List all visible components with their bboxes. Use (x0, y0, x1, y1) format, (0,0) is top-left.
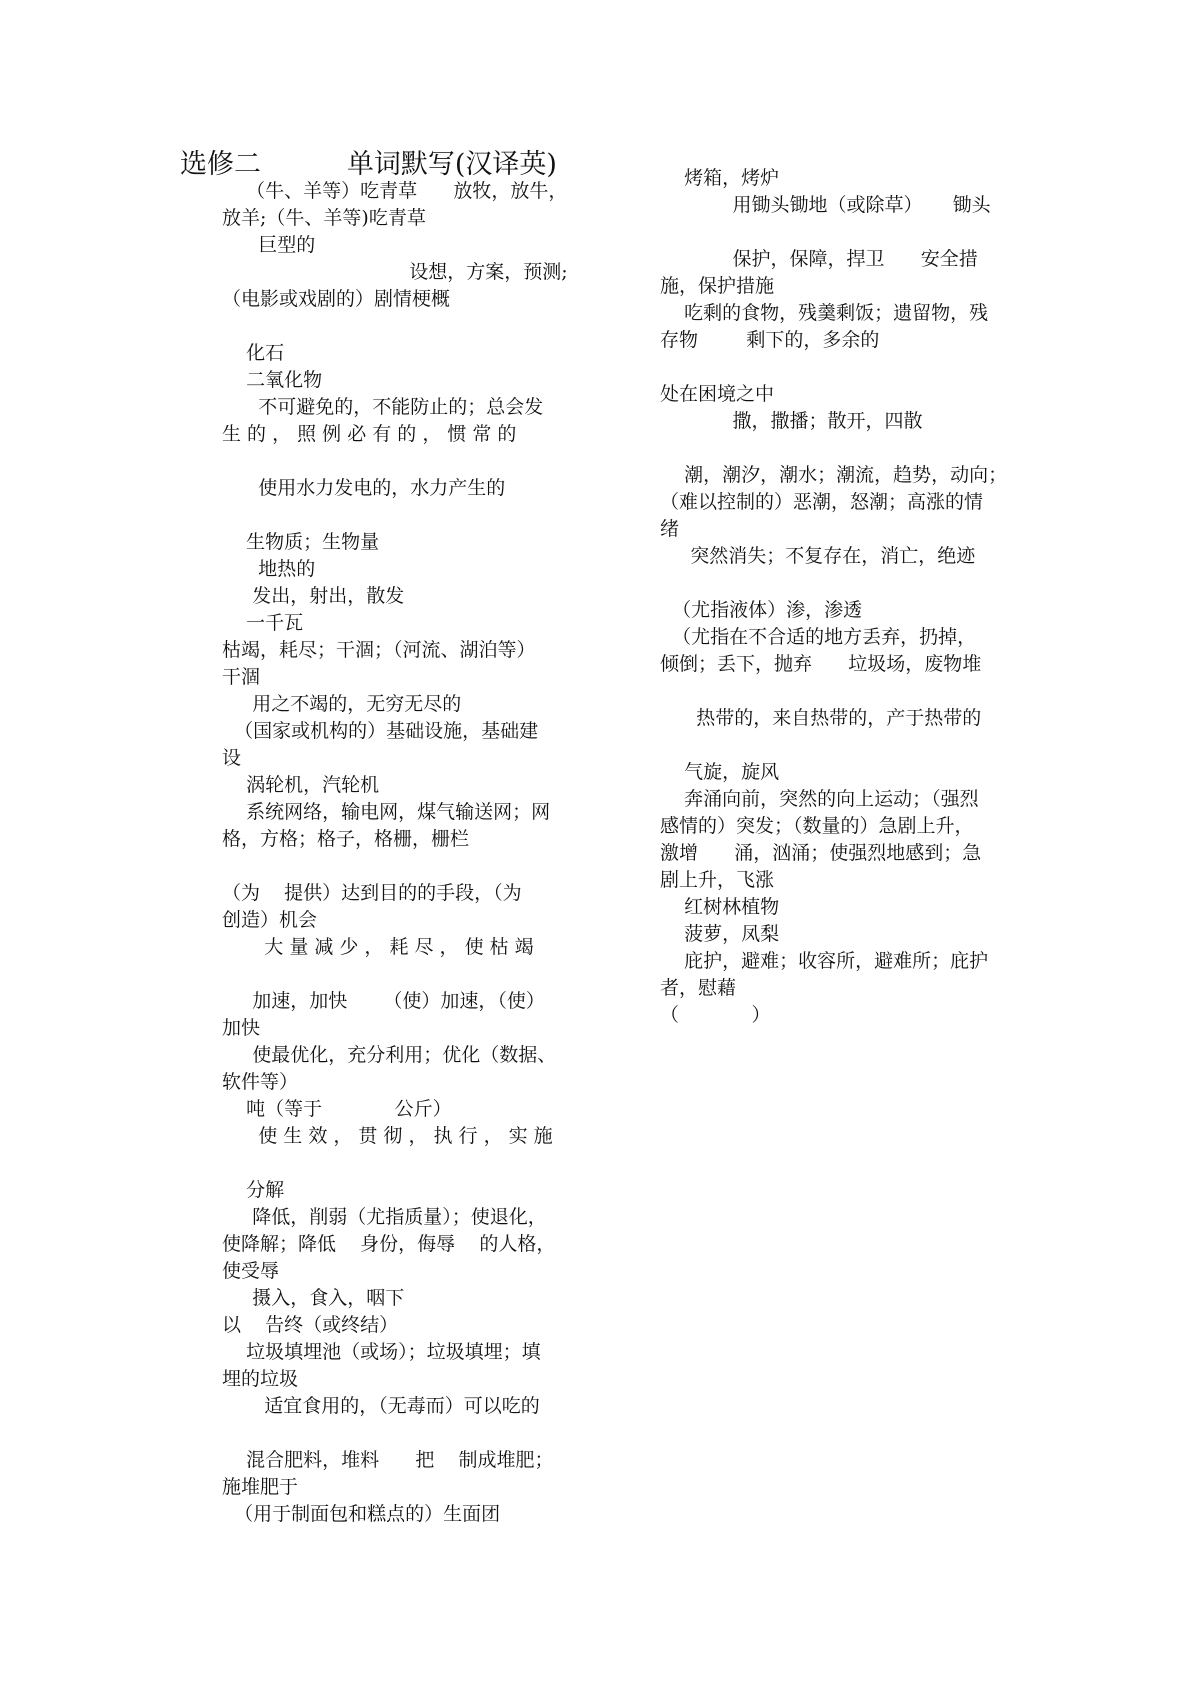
right-column-line: 红树林植物 (660, 896, 780, 918)
right-column-line: 菠萝，凤梨 (660, 923, 780, 945)
right-column-line (660, 732, 1020, 759)
right-column-line (660, 570, 1020, 597)
left-column-line: 发出，射出，散发 (222, 585, 405, 607)
left-column-line: （牛、羊等）吃青草 放牧，放牛， (222, 180, 568, 202)
left-column-line: 加速，加快 （使）加速，（使） (222, 990, 545, 1012)
left-column-line: 软件等） (222, 1071, 299, 1093)
left-column-line: 枯竭，耗尽；干涸；（河流、湖泊等） (222, 639, 536, 661)
left-column (222, 178, 582, 1528)
left-column-line (222, 961, 582, 988)
right-column-line: 气旋，旋风 (660, 761, 780, 783)
right-column-line (660, 435, 1020, 462)
left-column-line (222, 502, 582, 529)
left-column-line: 降低，削弱（尤指质量）；使退化， (222, 1206, 547, 1228)
left-column-line: 使用水力发电的，水力产生的 (222, 477, 506, 499)
left-column-line (222, 313, 582, 340)
left-column-line: 生物质；生物量 (222, 531, 380, 553)
right-column-line: 吃剩的食物，残羹剩饭；遗留物，残 (660, 302, 989, 324)
left-column-line: 地热的 (222, 558, 316, 580)
left-column-line (222, 1150, 582, 1177)
left-column-line (222, 853, 582, 880)
right-column-line: （ ） (660, 1004, 771, 1026)
left-column-line: 格，方格；格子，格栅，栅栏 (222, 828, 470, 850)
right-column-line: 热带的，来自热带的，产于热带的 (660, 707, 982, 729)
left-column-line: 加快 (222, 1017, 261, 1039)
left-column-line: 使最优化，充分利用；优化（数据、 (222, 1044, 557, 1066)
right-column-line: 存物 剩下的，多余的 (660, 329, 880, 351)
right-column-line: 潮，潮汐，潮水；潮流，趋势，动向； (660, 464, 1008, 486)
left-column-line: 不可避免的，不能防止的；总会发 (222, 396, 544, 418)
right-column-line: （难以控制的）恶潮，怒潮；高涨的情 (660, 491, 984, 513)
left-column-line: 系统网络，输电网，煤气输送网；网 (222, 801, 551, 823)
left-column-line: 放羊;（牛、羊等)吃青草 (222, 207, 426, 229)
right-column-line: 处在困境之中 (660, 383, 775, 405)
right-column-line: 倾倒；丢下，抛弃 垃圾场，废物堆 (660, 653, 982, 675)
right-column-line: 施，保护措施 (660, 275, 775, 297)
left-column-line: 以 告终（或终结） (222, 1314, 399, 1336)
right-column-line: 保护，保障，捍卫 安全措 (660, 248, 978, 270)
left-column-line: 用之不竭的，无穷无尽的 (222, 693, 462, 715)
right-column-line: 者，慰藉 (660, 977, 737, 999)
left-column-line (222, 1420, 582, 1447)
right-column-line: 撒，撒播；散开，四散 (660, 410, 923, 432)
left-column-line: （电影或戏剧的）剧情梗概 (222, 288, 451, 310)
left-column-line: 分解 (222, 1179, 285, 1201)
left-column-line: 使降解；降低 身份，侮辱 的人格， (222, 1233, 556, 1255)
right-column (660, 165, 1020, 1029)
right-column-line: 庇护，避难；收容所，避难所；庇护 (660, 950, 989, 972)
right-column-line: 剧上升，飞涨 (660, 869, 775, 891)
left-column-line: 摄入，食入，咽下 (222, 1287, 405, 1309)
left-column-line: 垃圾填埋池（或场）；垃圾填埋；填 (222, 1341, 541, 1363)
right-column-line (660, 678, 1020, 705)
left-column-line: 二氧化物 (222, 369, 323, 391)
right-column-line: 激增 涌，汹涌；使强烈地感到；急 (660, 842, 982, 864)
left-column-line: 使受辱 (222, 1260, 280, 1282)
right-column-line: （尤指在不合适的地方丢弃，扔掉， (660, 626, 977, 648)
left-column-line: 干涸 (222, 666, 261, 688)
right-column-line: 感情的）突发；（数量的）急剧上升， (660, 815, 974, 837)
right-column-line: 用锄头锄地（或除草） 锄头 (660, 194, 991, 216)
left-column-line: 吨（等于 公斤） (222, 1098, 452, 1120)
right-column-line: 奔涌向前，突然的向上运动；（强烈 (660, 788, 979, 810)
right-column-line (660, 354, 1020, 381)
left-column-line (222, 448, 582, 475)
left-column-line: 使 生 效 ， 贯 彻 ， 执 行 ， 实 施 (222, 1125, 553, 1147)
right-column-line: 突然消失；不复存在，消亡，绝迹 (660, 545, 976, 567)
left-column-line: 设 (222, 747, 242, 769)
left-column-line: 大 量 减 少 ， 耗 尽 ， 使 枯 竭 (222, 936, 534, 958)
left-column-line: 设想，方案，预测; (222, 261, 568, 283)
right-column-line: 绪 (660, 518, 680, 540)
right-column-line (660, 219, 1020, 246)
left-column-line: 创造）机会 (222, 909, 318, 931)
left-column-line: 涡轮机，汽轮机 (222, 774, 380, 796)
left-column-line: （为 提供）达到目的的手段，（为 (222, 882, 522, 904)
left-column-line: 施堆肥于 (222, 1476, 299, 1498)
left-column-line: 适宜食用的，（无毒而）可以吃的 (222, 1395, 540, 1417)
right-column-line: 烤箱，烤炉 (660, 167, 780, 189)
left-column-line: 化石 (222, 342, 285, 364)
left-column-line: （用于制面包和糕点的）生面团 (222, 1503, 501, 1525)
right-column-line: （尤指液体）渗，渗透 (660, 599, 863, 621)
left-column-line: 生 的 ， 照 例 必 有 的 ， 惯 常 的 (222, 423, 517, 445)
page-title: 选修二 单词默写(汉译英) (180, 149, 557, 180)
left-column-line: 巨型的 (222, 234, 316, 256)
left-column-line: 埋的垃圾 (222, 1368, 299, 1390)
left-column-line: 一千瓦 (222, 612, 304, 634)
left-column-line: 混合肥料，堆料 把 制成堆肥； (222, 1449, 554, 1471)
left-column-line: （国家或机构的）基础设施，基础建 (222, 720, 539, 742)
